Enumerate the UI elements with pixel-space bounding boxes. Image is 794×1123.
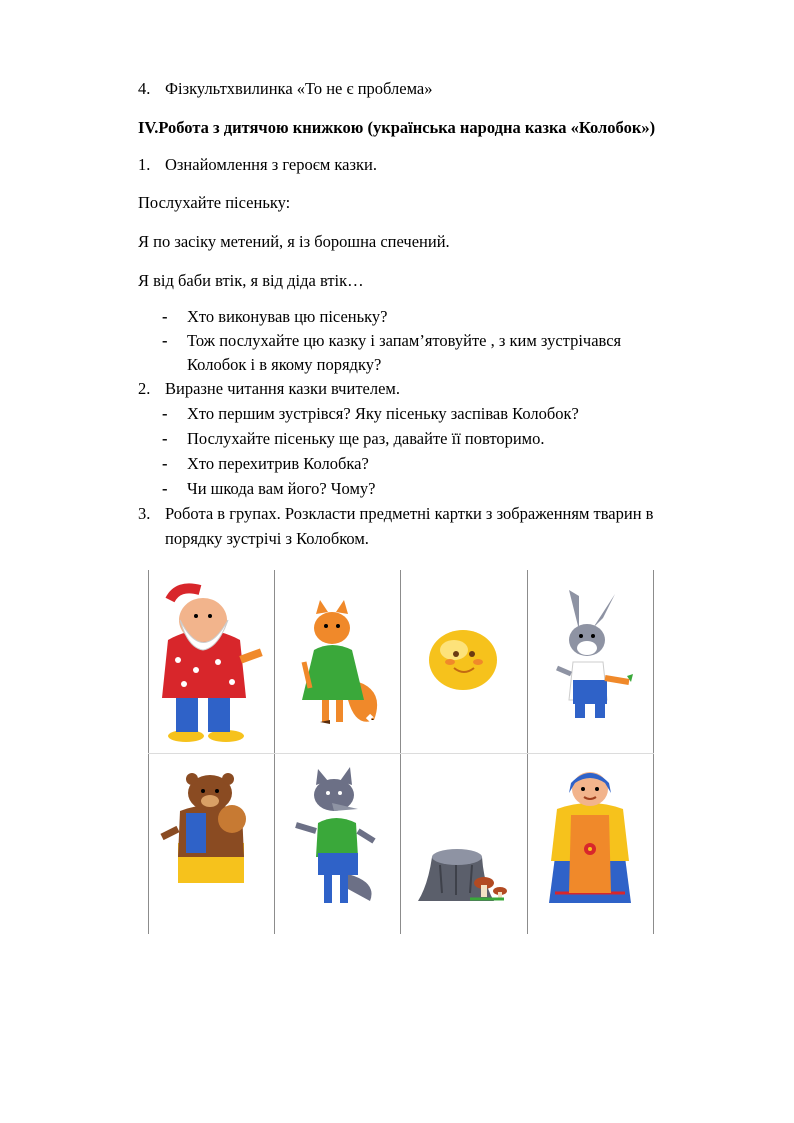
bullet-dash: - xyxy=(162,429,168,448)
bullet-dash: - xyxy=(162,307,168,326)
question-b-1: Хто першим зустрівся? Яку пісеньку заспівав Колобок? xyxy=(187,404,579,423)
hare-image xyxy=(527,570,653,752)
card-kolobok[interactable] xyxy=(400,570,526,752)
question-b-2: Послухайте пісеньку ще раз, давайте її повторимо. xyxy=(187,429,545,448)
section-heading: IV.Робота з дитячою книжкою (українська народна казка «Колобок») xyxy=(138,118,656,137)
song-line-2: Я від баби втік, я від діда втік… xyxy=(138,271,364,290)
wolf-image xyxy=(274,753,400,935)
item2-number: 2. xyxy=(138,379,151,398)
question-a-2-continuation: Колобок і в якому порядку? xyxy=(187,355,382,374)
listen-prompt: Послухайте пісеньку: xyxy=(138,193,291,212)
bear-image xyxy=(148,753,274,935)
card-grandfather[interactable] xyxy=(148,570,274,752)
bullet-dash: - xyxy=(162,331,168,350)
item3-number: 3. xyxy=(138,504,151,523)
card-fox[interactable] xyxy=(274,570,400,752)
grandfather-image xyxy=(148,570,274,752)
song-line-1: Я по засіку метений, я із борошна спечений. xyxy=(138,232,450,251)
item3-text-line2: порядку зустрічі з Колобком. xyxy=(165,529,369,548)
question-b-3: Хто перехитрив Колобка? xyxy=(187,454,369,473)
character-cards-grid xyxy=(148,570,654,934)
fox-image xyxy=(274,570,400,752)
bullet-dash: - xyxy=(162,404,168,423)
item3-text-line1: Робота в групах. Розкласти предметні картки з зображенням тварин в xyxy=(165,504,654,523)
card-hare[interactable] xyxy=(527,570,653,752)
card-stump[interactable] xyxy=(400,753,526,935)
card-wolf[interactable] xyxy=(274,753,400,935)
card-bear[interactable] xyxy=(148,753,274,935)
question-a-2: Тож послухайте цю казку і запам’ятовуйте , з ким зустрічався xyxy=(187,331,622,350)
kolobok-image xyxy=(400,570,526,752)
question-b-4: Чи шкода вам його? Чому? xyxy=(187,479,376,498)
question-a-1: Хто виконував цю пісеньку? xyxy=(187,307,388,326)
item4-text: Фізкультхвилинка «То не є проблема» xyxy=(165,79,433,98)
item2-text: Виразне читання казки вчителем. xyxy=(165,379,400,398)
card-grandmother[interactable] xyxy=(527,753,653,935)
grandmother-image xyxy=(527,753,653,935)
item1-number: 1. xyxy=(138,155,151,174)
bullet-dash: - xyxy=(162,454,168,473)
item1-text: Ознайомлення з героєм казки. xyxy=(165,155,377,174)
item4-number: 4. xyxy=(138,79,151,98)
stump-image xyxy=(400,753,526,935)
bullet-dash: - xyxy=(162,479,168,498)
